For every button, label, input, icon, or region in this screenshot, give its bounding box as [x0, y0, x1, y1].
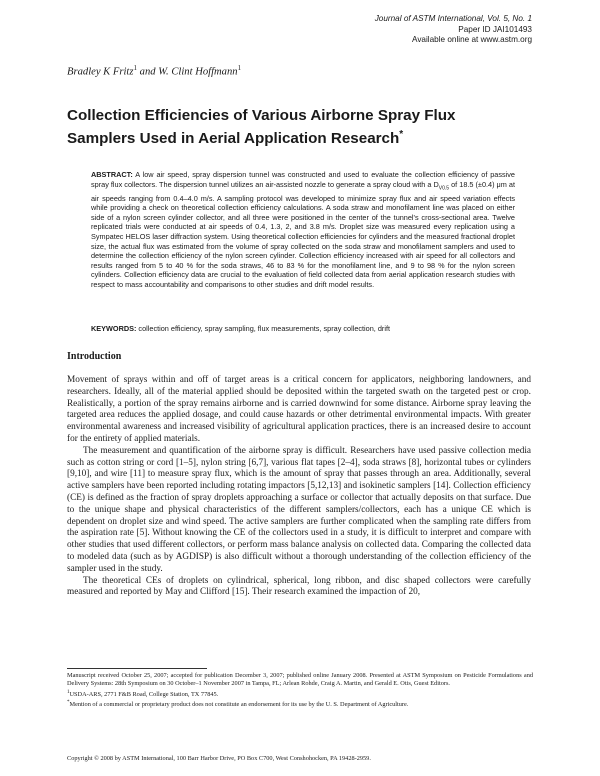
footnote-affiliation [67, 689, 533, 700]
title-line-1: Collection Efficiencies of Various Airborne Spray Flux [67, 107, 456, 124]
section-heading-introduction: Introduction [67, 351, 122, 362]
copyright-line: Copyright © 2008 by ASTM International, 100 Barr Harbor Drive, PO Box C700, West Conshohocken, PA 19428-2959. [67, 755, 371, 762]
body-paragraph-1: Movement of sprays within and off of target areas is a critical concern for applicators, neighboring landowners, and researchers. Ideally, all of the material applied should be deposited within the targeted swath on the targeted pest or crop. Realistically, a portion of the spray remains airborne and is carried downwind for some distance. Airborne spray leaving the targeted area reduces the applied dosage, and could cause hazards or other detrimental environmental impacts. With greater environmental awareness and increased visibility of agricultural application practices, there is an increased desire to account for the entirety of applied materials. [67, 375, 531, 444]
footnote-divider [67, 668, 207, 669]
keywords-text: collection efficiency, spray sampling, flux measurements, spray collection, drift [136, 324, 391, 333]
author-line [67, 64, 241, 78]
abstract-subscript: V0.5 [438, 185, 450, 192]
author-conjunction: and [137, 66, 159, 78]
paper-title [67, 106, 537, 148]
online-availability: Available online at www.astm.org [412, 35, 532, 45]
footnote-affiliation-text: USDA-ARS, 2771 F&B Road, College Station, TX 77845. [69, 690, 219, 698]
footnote-disclaimer [67, 699, 533, 710]
author-1: Bradley K Fritz [67, 66, 134, 78]
author-1-affiliation-mark: 1 [133, 64, 138, 72]
abstract-text-part-1: A low air speed, spray dispersion tunnel was constructed and used to evaluate the collection efficiency of passive spray flux collectors. The dispersion tunnel utilizes an air-assisted nozzle to generate a spray cloud with a D [91, 170, 515, 189]
footnote-disclaimer-mark: * [67, 700, 70, 706]
author-2-affiliation-mark: 1 [237, 64, 242, 72]
footnote-manuscript-received: Manuscript received October 25, 2007; accepted for publication December 3, 2007; published online January 2008. Presented at ASTM Symposium on Pesticide Formulations and Delivery Systems: 28th Symposium on 30 October–1 November 2007 in Tampa, FL; Arlean Rohde, Craig A. Martin, and Gerald E. Otis, Guest Editors. [67, 672, 533, 688]
footnote-disclaimer-text: Mention of a commercial or proprietary product does not constitute an endorsement for its use by the U. S. Department of Agriculture. [69, 701, 409, 709]
footnotes [67, 672, 533, 710]
keywords-label: KEYWORDS: [91, 324, 137, 333]
body-paragraph-2: The measurement and quantification of the airborne spray is difficult. Researchers have used passive collection media such as cotton string or cord [1–5], nylon string [6,7], various flat tapes [2–4], soda straws [8], horizontal tubes or cylinders [9,10], and wire [11] to measure spray flux, which is the amount of spray that passes through an area. Additionally, several active samplers have been reported including rotating impactors [5,12,13] and isokinetic samplers [14]. Collection efficiency (CE) is defined as the fraction of spray droplets approaching a surface or collector that actually deposits on that surface. Due to the unique shape and physical characteristics of the different samplers/collectors, each has a unique CE which is dependent on droplet size and wind speed. The active samplers are further complicated when the sampling rate differs from the aspiration rate [5]. Without knowing the CE of the collectors used in a study, it is difficult to interpret and compare with other studies that used different collectors, or perform mass balance analysis on collected data. Comparing the collected data to modeled data (such as by AGDISP) is also difficult without a thorough understanding of the collection efficiency of the sampler used in the study. [67, 445, 531, 574]
abstract-text-part-2: of 18.5 (±0.4) μm at air speeds ranging from 0.4–4.0 m/s. A sampling protocol was developed to minimize spray flux and air speed variation effects while providing a check on theoretical collection efficiency calculations. A soda straw and monofilament line was placed on either side of a nylon screen cylinder collector, and all three were positioned in the center of the tunnel's cross-sectional area. Twelve replicated trials were conducted at air speeds of 0.4, 1.3, 2, and 3.8 m/s. Droplet size was measured every replication using a Sympatec HELOS laser diffraction system. Using theoretical collection efficiencies for cylinders and the measured fractional droplet size, the actual flux was estimated from the volume of spray collected on the soda straw and monofilament samplers and used to determine the collection efficiency of the nylon screen cylinder. Collection efficiency increased with air speed for all collectors and results ranged from 5 to 40 % for the soda straws, 46 to 83 % for the monofilament line, and 9 to 98 % for the nylon screen cylinders. Collection efficiency data are crucial to the evaluation of field collected data from aerial application research studies with respect to mass accountability and comparisons to other studies and drift model results. [91, 179, 515, 289]
author-2: W. Clint Hoffmann [158, 66, 238, 78]
keywords [91, 324, 515, 334]
introduction-body [67, 375, 531, 599]
abstract-label: ABSTRACT: [91, 170, 133, 179]
journal-header [375, 14, 532, 46]
paper-id: Paper ID JAI101493 [458, 24, 532, 34]
abstract [91, 170, 515, 290]
body-paragraph-3: The theoretical CEs of droplets on cylindrical, spherical, long ribbon, and disc shaped collectors were carefully measured and reported by May and Clifford [15]. Their research examined the impaction of 20, [67, 575, 531, 598]
footnote-affiliation-mark: 1 [67, 689, 70, 695]
title-footnote-mark: * [399, 129, 404, 140]
journal-name: Journal of ASTM International, Vol. 5, No. 1 [374, 14, 532, 23]
title-line-2-text: Samplers Used in Aerial Application Research [67, 130, 400, 148]
title-line-2 [67, 125, 537, 148]
